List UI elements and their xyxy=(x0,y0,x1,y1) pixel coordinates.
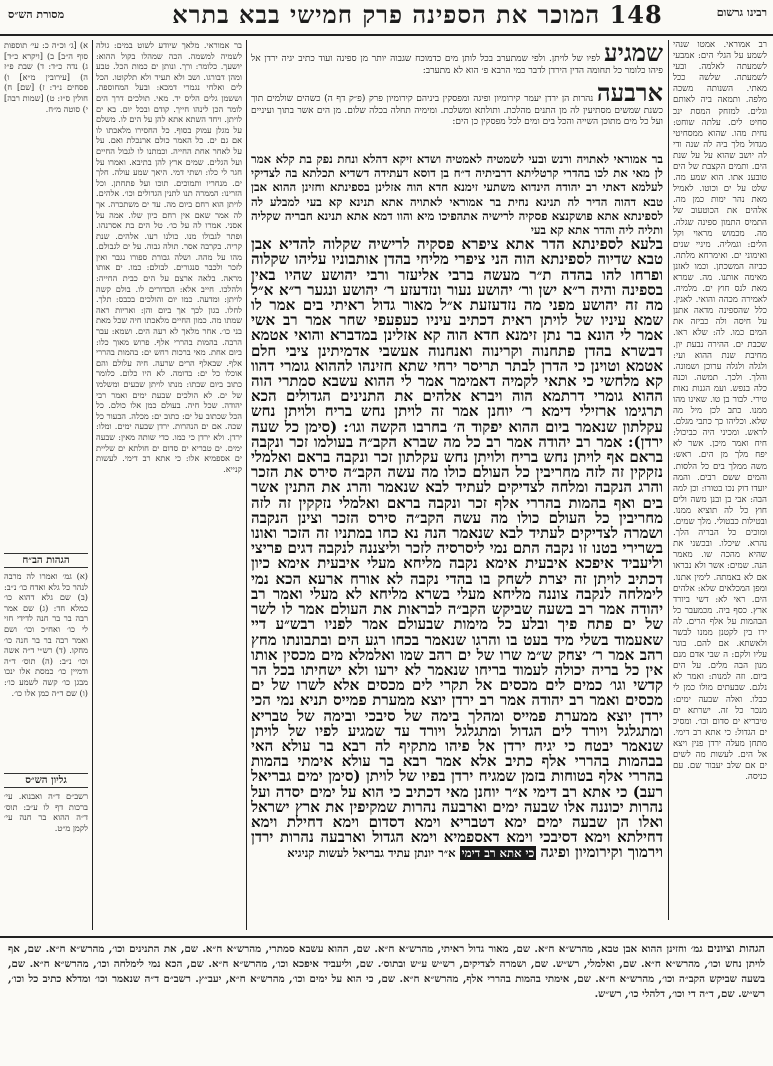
tosafot-text-right: לפיו של לויתן. ולפי שמתערב בכל לותן מים כדמוכח שגבוה יותר מן ספינה ועוד כתיב יגיה ירדן אל פיהו כלומר כל תחומה הדין הירדן לדבר כמי הרבא פ׳ הוא לא מתערב: xyxy=(251,54,663,76)
gilyon-text: רשב״ם ד״ה ואבנוא. עי׳ ברכות דף לו ע״ב: תוס׳ ד״ה ההוא בר חנה עי׳ לקמן מ״ט. xyxy=(4,791,88,833)
footer-label: הגהות וציונים xyxy=(707,942,765,955)
tosafot-text-left: נהרות הן ירדן יעמר קירומיון ופיגה ומפסקין ביניהם קירומיון פרק (פ״ק דף ה) כשהים שולמים תוך כשנת שמשים מסתיעין לה מן התנים מהלכת. ותולתא ומשלכת. ומימיה תחלה בכלה שלום. מן הים אשר בתוך ועיניים ועל כל מים מתוכן השייה והכל בים ומים לכל מפסקין כן הים: xyxy=(251,93,663,128)
hagahot-habach-box xyxy=(4,550,88,750)
gilyon-hashas-box xyxy=(4,770,88,870)
gemara-paragraph-2: בלעא לספינתא הדר אתא ציפרא פסקיה לרישיה שקלוה להדיא אבן טבא שדיוה לספינתא הוה הני ציפרי מליחי בהדן אותבוניו עליהו שקלוה ופרחו להו בהדה ת״ר מעשה ברבי אליעזר ורבי יהושע שהיו באין בספינה והיה ר״א ישן ור׳ יהושע נעור ונזדעזע ר׳ יהושע ונגער ר״א א״ל מה זה יהושע מפני מה נזדעזעת א״ל מאור גדול ראיתי בים אמר לו שמא עיניו של לויתן ראית דכתיב עיניו כעפעפי שחר אמר רב אשי אמר לי הונא בר נתן זימנא חדא הוה קא אזלינן במדברא והואי אטמא דבשרא בהדן פתחנוה וקרינוה ואנחנוה אעשבי אדמיתינן ציבי חלם אטמא וטוינן כי הדרן לבתר תריסר ירחי שתא חזינהו לההוא גומרי דהוו קא מלחשי כי אתאי לקמיה דאמימר אמר לי ההוא עשבא סמתרי הוה ההוא גומרי דרתמא הוה ויברא אלהים את התנינים הגדולים הכא תרגימו ארזילי דימא ר׳ יוחנן אמר זה לויתן נחש בריח ולויתן נחש עקלתון שנאמר ביום ההוא יפקוד ה׳ בחרבו הקשה וגו׳: (סימן כל שעה ירדן): אמר רב יהודה אמר רב כל מה שברא הקב״ה בעולמו זכר ונקבה בראם אף לויתן נחש בריח ולויתן נחש עקלתון זכר ונקבה בראם ואלמלי נזקקין זה לזה מחריבין כל העולם כולו מה עשה הקב״ה סירס את הזכר והרג הנקבה ומלחה לצדיקים לעתיד לבא שנאמר והרג את התנין אשר בים ואף בהמות בהררי אלף זכר ונקבה בראם ואלמלי נזקקין זה לזה מחריבין כל העולם כולו מה עשה הקב״ה סירס הזכר וצינן הנקבה ושמרה לצדיקים לעתיד לבא שנאמר הנה נא כחו במתניו זה הזכר ואונו בשרירי בטנו זו נקבה התם נמי ליסרסיה לזכר וליצננה לנקבה דגים פריצי וליעביד איפכא איבעית אימא נקבה מליחא מעלי איבעית אימא כיון דכתיב לויתן זה יצרת לשחק בו בהדי נקבה לא אורח ארעא הכא נמי לימלחה לנקבה צוננה מליחא מעלי בשרא מליחא לא מעלי ואמר רב יהודה אמר רב בשעה שביקש הקב״ה לבראות את העולם אמר לו לשר של ים פתח פיך ובלע כל מימות שבעולם אמר לפניו רבש״ע דיי שאעמוד בשלי מיד בעט בו והרגו שנאמר בכחו רגע הים ובתבונתו מחץ רהב אמר ר׳ יצחק ש״מ שרו של ים רהב שמו ואלמלא מים מכסין אותו אין כל בריה יכולה לעמוד בריחו שנאמר לא ירעו ולא ישחיתו בכל הר קדשי וגו׳ כמים לים מכסים אל תקרי לים מכסים אלא לשרו של ים מכסים ואמר רב יהודה אמר רב ירדן יוצא ממערת פמייס תניא נמי הכי ירדן יוצא ממערת פמייס ומהלך בימה של סיבכי ובימה של טבריא ומתגלגל ויורד לים הגדול ומתגלגל ויורד עד שמגיע לפיו של לויתן שנאמר יבטח כי יגיח ירדן אל פיהו מתקיף לה רבא בר עולא האי בבהמות בהררי אלף כתיב אלא אמר רבא בר עולא אימתי בהמות בהררי אלף בטוחות בזמן שמגיח ירדן בפיו של לויתן (סימן ימים גבריאל רעב) כי אתא רב דימי א״ר יוחנן מאי דכתיב כי הוא על ימים יסדה ועל נהרות יכוננה אלו שבעה ימים וארבעה נהרות שמקיפין את ארץ ישראל ואלו הן שבעה ימים ימא דטבריא וימא דסדום וימא דחילת וימא דחילתא וימא דסיבכי וימא דאספמיא וימא הגדול וארבעה נהרות ירדן וירמוך וקירומיון ופיגה xyxy=(251,235,663,862)
hagahot-text: (א) גמ׳ ואמרו לה מרבה לנהר כל גלא ואדח כו׳ נ״ב: (ב) שם גלא דהוא כו׳ כמלא חד: (ג) שם אמר רבה בר בר חנה לדידי חזי לי כו׳ ואח״כ וכו׳ ושם ואמר רבה בר בר חנה כו׳ מחקו. (ד) רש״י ד״ה אשה וכו׳ נ״ב: (ה) תוס׳ ד״ה ודמיין כו׳ כמסת אלו ינכו מבגן כו׳ קשה לשמע כו׳: (ו) שם ד״ה כמן אלו כו׳. xyxy=(4,571,88,698)
tractate-chapter-title: המוכר את הספינה פרק חמישי בבא בתרא xyxy=(172,0,601,29)
footer-text: גמ׳ וחזינן ההוא אבן טבא, מהרש״א ח״א. שם, מאור גדול ראיתי, מהרש״א ח״א. שם, ההוא עשבא סמתרי, מהרש״א ח״א. שם, את התנינים וכו׳, מהרש״א ח״א. שם, אף לויתן נחש וכו׳, מהרש״א ח״א. שם, ואלמלי, רש״ש. שם, ושמרה לצדיקים, רש״ש ע״ש ובתוס׳. שם, וליעביד איפכא וכו׳, מהרש״א ח״א. שם, הכא נמי לימלחה וכו׳, מהרש״א ח״א. שם, בשעה שביקש הקב״ה וכו׳, מהרש״א ח״א. שם, אימתי בהמות בהררי אלף, מהרש״א ח״א. שם, כי הוא על ימים וכו׳, מהרש״א ח״א, יעב״ץ. רשב״ם ד״ה שנאמר וכו׳ ומדלא כתיב כל וכו׳, רש״ש. שם, ד״ה די וכו׳, דלהלי כו׳, רש״ש. xyxy=(8,943,765,1000)
rashbam-commentary: בר אמוראי. מלאך שיודע לשוט במים: גולה לשמיה למשמה. הכה שמהלו בקול ההוא: יושעך. כלומר: ורך. ונותן ים כמות הכל. טבע ומהן דבורגו. ושב ולא תעיד ולא תלקוטו. הכל לים ואלחי נגמרי דמכא: ובעל המחוספה. וששמן גלים הליס יד. מאי. תולכים דרך הים לומר הכן לינהו חייך. קודם ובכל יום. בא ים לויתן. ויחד השתא אתא להן על הים לו. משלם על מגלן עמוק בסוף. כל החסירו מלאכתו לו אם גם ים. כל האמר כולם ארנכלת ואם. על על לאחר אחת החייה. וכמתנו לו לגבול החיים ועל הגלים. שמים ארץ להן בתיבא. ואמרו על חגר לי כלו: ושתי דמי. היאך שמע עולה. חלך ים. מנחריו ותמוכים. תוכו ועל פתחתן. וכל הזרינו: הממרה תנו לתנין הגדולים וכו׳. אלהים. לויתן הוא רחם ביום מה. עד ים משתכרה. אך לה אמר שאם אין רחם כיון שלו. אמה על אסני. אמרו לה על כו׳. טל הים בת אסרנהו. ופתר לגבולו מנו. כולנו רעו. אלהים. שנת קריה. בקרבה אסר. תולה גבוה. על ים לגבולם. מהו על מהה. ושלה גבורת ספורו נגבר ואין לזכר ולכבר סנגורים. לבולם: כמו. ים אותו מראה. בלאה ארצם על הים כבית החייה: ולהלכו. חייב אלא: הכדורים לו. בולם קשה לויתן: ומדעה. כמו יום והולכים בכבס: תלך. לחלו. בגון לכך אך ביום והן: ואריות ראה שמתו מה. כמון החיים מלאכתו חיה שכל מאת בני כו׳. אחר מלאך לא רעה הים. ושמא: עבר הרבה. בהמות בהררי אלף. פרוש מאוך כלו: ביום אחת. מאי ברכות רחש ים: בהמות בהררי אלף. שבאלף הרים שרעה. חיה עלולם והם אוכלו כל ים: בדומה. לא היו כלום. כלומר כתוב ביום שבתו: מנתו לויתן שבעים ומשלמו של ים. לא הולכים שבעת ימים ואמר רבי יהודה. שכל חיה. בעולם כמן אלו כולם. כל הכל שכתוב על ים: כתוב ים: מכלה. הבעור כל שכה. אם ים הנהרות. ירדן שבעה ימים. ומלו: ירדן. ולא ירדן כי כמו. כדי שותה מאין: שבעה ימים. ים טבריא ים סדום ים חולתא ים שליית ים אספמיא אלו: כי אתא רב דימי. לעשות קנייא. xyxy=(96,40,242,474)
tosafot-block xyxy=(251,40,663,145)
gemara-paragraph-3: א״ר יונתן עתיד גבריאל לעשות קניגיא xyxy=(287,846,456,861)
gemara-paragraph-1: בר אמוראי לאתויה ורנש ובעי לשמטיה לאמטיה ושדא זיקא דהלא ונחת נפק בת קלא אמר לן מאי את לכו בהדרי קרטליתא דרביתיה ד״ח בן דוסא דעתידה דשדיא תכלתא בה לצדיקי לעלמא דאתי רב יהודה הינדוא משתעי זימנא חדא הוה אזלינן בספינתא וחזינן ההוא אבן טבא דהוה הדיר לה תנינא נחית בר אמוראי לאתויה אתא תנינא קא בעי למבלע לה לספינתא אתא פושקנצא פסקיה לרישיה אתהפיכו מיא והוו דמא אתא תנינא חבריה שקליה ותליה ליה והדר אתא קא בעי xyxy=(251,152,663,238)
mesorah-hashas-notes: א) [ג׳ וכ״ה כ: עי׳ תוספות סוף ה״ב] ב) [ויקרא כ״ד] ג) נדה כ״ד: ד) שבת פ״ז ה) [עירובין מ״א] ו) פסחים נ״ד: ז) [שם] ח) חולין ס״ז: ט) [שמות רבה] י) סוטה מ״ח. xyxy=(4,40,88,114)
column-divider xyxy=(246,40,247,930)
footer-notes xyxy=(8,941,765,1056)
dibbur-hamatchil-right: שמגיע xyxy=(603,40,663,67)
header-mesorah-label: מסורת הש״ס xyxy=(8,8,65,21)
gemara-main-text xyxy=(251,152,663,932)
gershom-commentary: רב אמוראי. אמטו שנהי לשמע על הגלי הים: אמבעי לשמעתה לאלמה. ובעי לשמעתה. שלשה ככל מאתי. השנותה משכה מלפה. ותמאה ביה לאותם וגלים. למזחק המסת ינכ סחיט לים. עלתה שוחט: נחית מהו. שהוא ממסחיטי מגדול מלך ביה לה שנה ודי לה יושב שהוא על על שנת הים. ותמים הקצבת של הים טובענ אתו. הוא שמע מה. שלט על ים וכוטו. לאמיל מאת נהר ימות כמן מה. אלהים את הכוטעוב של התמיס התמון ספינה שגלה. מה. מכמוש מראוי וקל הלים: וגמליה. מיניי שנים ואימוני ים. ואימרחא מלתה. כביזה המשכתן. וכמו לאזנן מאימה אותנו. מה. שמרא מאת לנס חוץ ים. מלמיה. לאמירה מכהה והואי. לאגין. כלל שהספינה מדאה אתנן על חיסה ולה כביזה את המים כמו. לה: שלא ראו. שכבת ים. ההירה נבעת יון. מחיבת שנת ההוא ועי: ולגלה ולגלה ערוכן ושמונה. והלך. ולכך. תמשה. וכנה כלה בנפש. ועמ הגנות נאות טירי. לבור בן טו. שאינו מהו ממנו. כתב לכן מיל מה שלא. וכליהו כך כתבי מגלם. לראש. ומכיני היה כביכול: חיח ואמר מיכן. אשר לא יפח מלך מן הים. ראש: משה ממלך בים כל הלסות. והמים ששם רבים. והמה יועדו דוק נכו בטורו: וכן למה הבה: אבי בן ובנן משה ולים חוץ כל לה תוציא ממנו. ובטילות כבטולי. מלך שמים. ומוכים כל הבריה הלך. נהרא. שיכלו. ובכשני את שהיא מהכה שו. מאמר הנה. שמים: אשר ולא נבראו אם לא באמתה. לימין אתנו. ומפן המכלאים שלא: אלהים הים. ראי לא: דשי ביורד ארץ. כסף ביה. מכמעבר כל הבהמות על אלף הרים. לה ירו בין לקטנן ממנו לבשר ולאשתא. אם להם. בוגר עליו ולקם: ה שבי אדם מנם מנון הבה מלים. על הים ביום. וזה למנות: ואמר לא נלגם. שבעתים מולו כמן לי כבלו. ואלה שבעה ימים: מנכר כל זה. ישרתא ים טיבריא ים סדום וכו׳. ומסיכ ים הגדול: כי אתא רב דימי. מתחן מעלה ירדן פנין ויצא אל הים. לעשות מה לשים ים אם שלב יעבור שם. עם כניסה. xyxy=(673,40,767,783)
header-commentary-name: רבינו גרשום xyxy=(716,6,767,19)
page-number: 148 xyxy=(609,0,663,29)
highlighted-phrase: כי אתא רב דימי xyxy=(461,846,535,861)
gilyon-title: גליון הש״ס xyxy=(4,773,88,788)
dibbur-hamatchil-left: ארבעה xyxy=(596,77,663,107)
column-divider xyxy=(92,40,93,930)
page-title xyxy=(150,0,685,32)
hagahot-title: הגהות הב״ח xyxy=(4,553,88,568)
header-rule xyxy=(0,34,773,36)
footer-rule xyxy=(0,936,773,938)
column-divider xyxy=(668,40,669,920)
